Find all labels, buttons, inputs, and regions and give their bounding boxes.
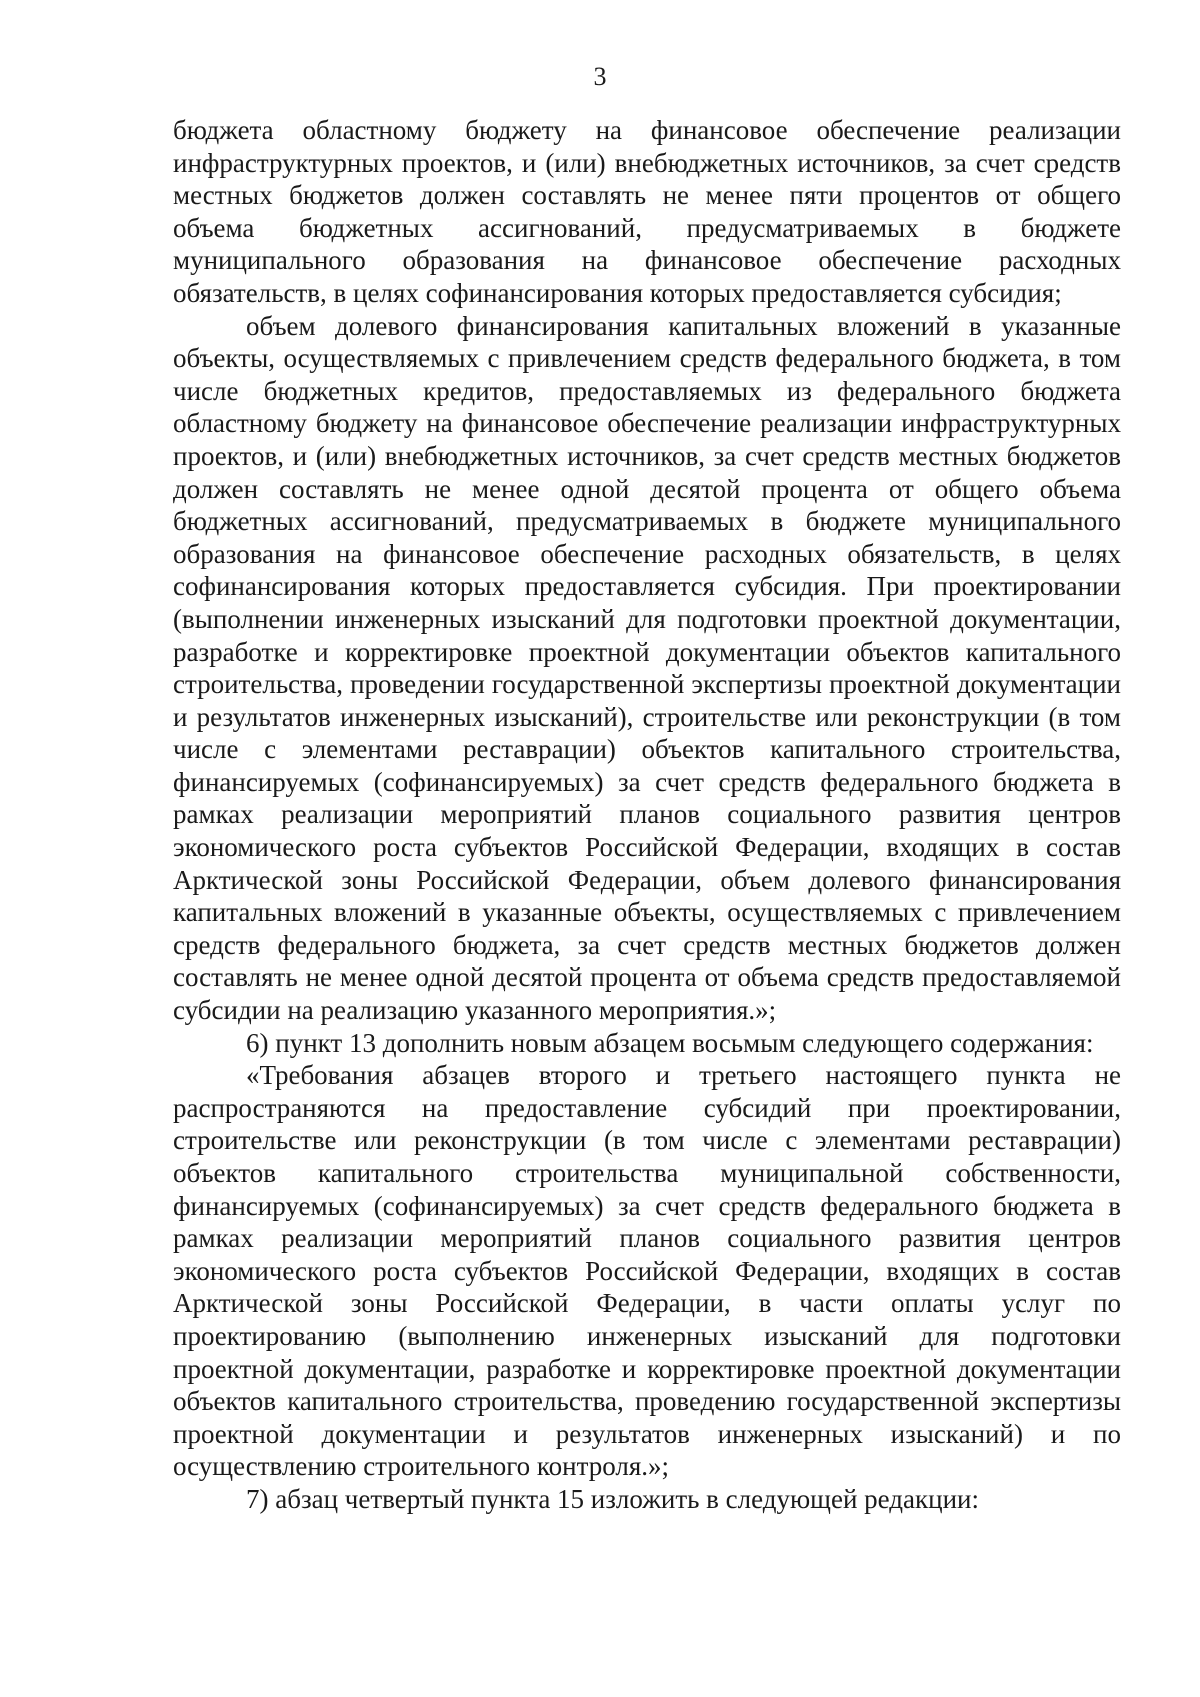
page-number: 3	[593, 62, 607, 91]
paragraph-share-financing: объем долевого финансирования капитальных вложений в указанные объекты, осуществляемых с привлечением средств федерального бюджета, в том числе бюджетных кредитов, предоставляемых из федерального бюджета областному бюджету на финансовое обеспечение реализации инфраструктурных проектов, и (или) внебюджетных источников, за счет средств местных бюджетов должен составлять не менее одной десятой процента от общего объема бюджетных ассигнований, предусматриваемых в бюджете муниципального образования на финансовое обеспечение расходных обязательств, в целях софинансирования которых предоставляется субсидия. При проектировании (выполнении инженерных изысканий для подготовки проектной документации, разработке и корректировке проектной документации объектов капитального строительства, проведении государственной экспертизы проектной документации и результатов инженерных изысканий), строительстве или реконструкции (в том числе с элементами реставрации) объектов капитального строительства, финансируемых (софинансируемых) за счет средств федерального бюджета в рамках реализации мероприятий планов социального развития центров экономического роста субъектов Российской Федерации, входящих в состав Арктической зоны Российской Федерации, объем долевого финансирования капитальных вложений в указанные объекты, осуществляемых с привлечением средств федерального бюджета, за счет средств местных бюджетов должен составлять не менее одной десятой процента от объема средств предоставляемой субсидии на реализацию указанного мероприятия.»;	[173, 310, 1121, 1026]
paragraph-continuation: бюджета областному бюджету на финансовое обеспечение реализации инфраструктурных проектов, и (или) внебюджетных источников, за счет средств местных бюджетов должен составлять не менее пяти процентов от общего объема бюджетных ассигнований, предусматриваемых в бюджете муниципального образования на финансовое обеспечение расходных обязательств, в целях софинансирования которых предоставляется субсидия;	[173, 115, 1121, 308]
document-body	[173, 114, 1121, 1516]
paragraph-item-6: 6) пункт 13 дополнить новым абзацем восьмым следующего содержания:	[246, 1027, 1094, 1058]
paragraph-requirements-quote: «Требования абзацев второго и третьего настоящего пункта не распространяются на предоставление субсидий при проектировании, строительстве или реконструкции (в том числе с элементами реставрации) объектов капитального строительства муниципальной собственности, финансируемых (софинансируемых) за счет средств федерального бюджета в рамках реализации мероприятий планов социального развития центров экономического роста субъектов Российской Федерации, входящих в состав Арктической зоны Российской Федерации, в части оплаты услуг по проектированию (выполнению инженерных изысканий для подготовки проектной документации, разработке и корректировке проектной документации объектов капитального строительства, проведению государственной экспертизы проектной документации и результатов инженерных изысканий) и по осуществлению строительного контроля.»;	[173, 1060, 1121, 1482]
paragraph-item-7: 7) абзац четвертый пункта 15 изложить в следующей редакции:	[246, 1483, 979, 1514]
